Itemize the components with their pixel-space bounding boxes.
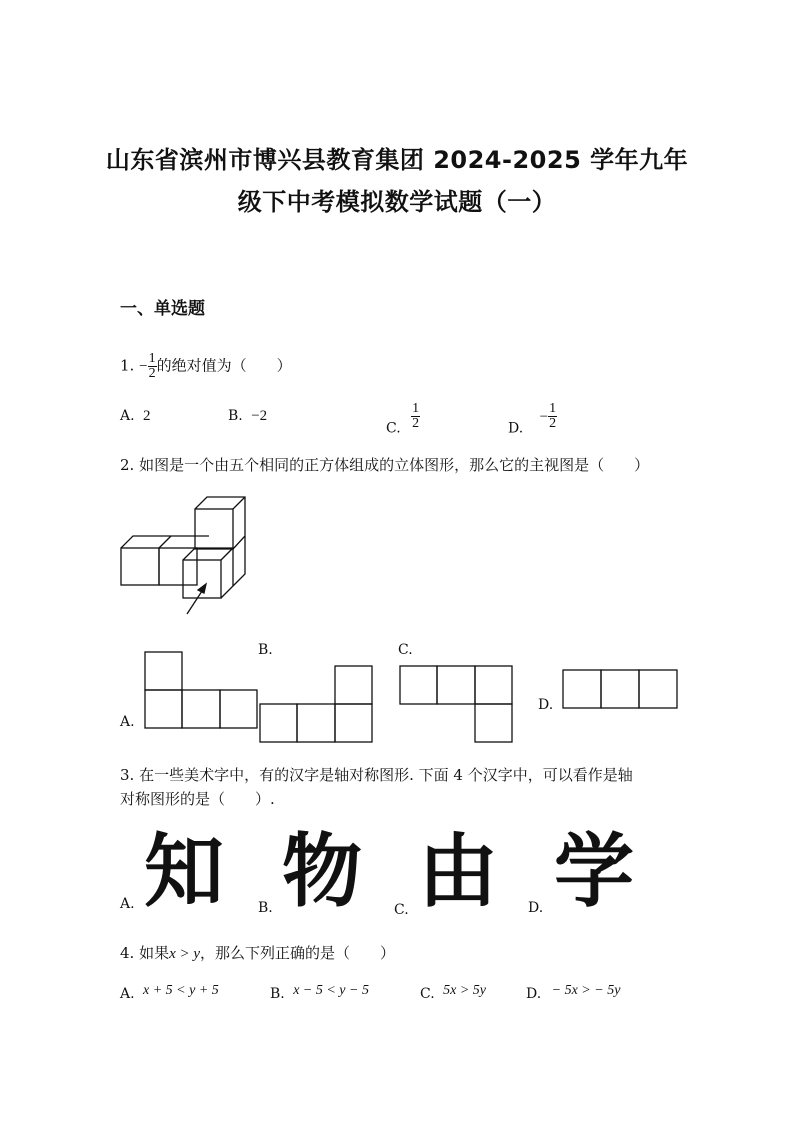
question-text: 的绝对值为（ ）: [156, 356, 292, 375]
fraction-denominator: 2: [412, 416, 420, 431]
q2-option-d-view[interactable]: [562, 669, 680, 711]
question-4: [120, 942, 395, 963]
q1-option-a[interactable]: [120, 408, 151, 425]
fraction: [148, 352, 157, 381]
question-3-line2: 对称图形的是（ ）.: [120, 790, 275, 808]
q4-option-c[interactable]: [420, 983, 486, 1002]
option-expression: x + 5 < y + 5: [143, 983, 219, 998]
option-label: A.: [120, 986, 135, 1002]
page-title-line2: 级下中考模拟数学试题（一）: [237, 188, 557, 216]
q4-option-b[interactable]: [270, 983, 369, 1002]
question-number: 1.: [120, 356, 135, 375]
q2-option-d-label[interactable]: D.: [538, 697, 554, 713]
q2-option-b-label[interactable]: B.: [258, 642, 273, 658]
section-heading: 一、单选题: [120, 299, 205, 319]
cube-front: [195, 509, 233, 549]
condition-expression: x > y: [169, 946, 201, 962]
fraction-numerator: 1: [549, 401, 557, 416]
cube-front: [121, 548, 159, 585]
q4-option-d[interactable]: [526, 983, 620, 1002]
q3-option-d-char[interactable]: 学: [554, 825, 634, 918]
q3-option-a-char[interactable]: 知: [144, 825, 224, 918]
option-label: C.: [420, 986, 435, 1002]
q3-option-c-char[interactable]: 由: [418, 825, 498, 918]
q3-option-a-label[interactable]: A.: [120, 896, 135, 912]
question-2: 2. 如图是一个由五个相同的正方体组成的立体图形，那么它的主视图是（ ）: [120, 456, 650, 474]
cube-front: [159, 548, 197, 585]
option-value: −2: [251, 408, 268, 424]
q2-option-a-view[interactable]: [144, 651, 260, 731]
cube-edge: [159, 536, 171, 548]
fraction: [548, 402, 557, 431]
option-label: B.: [270, 986, 285, 1002]
question-1: [120, 352, 292, 381]
fraction-numerator: 1: [412, 401, 420, 416]
option-label: C.: [386, 420, 401, 437]
q3-option-b-char[interactable]: 物: [282, 825, 362, 918]
page-title-line1: 山东省滨州市博兴县教育集团 2024-2025 学年九年: [105, 146, 689, 174]
option-expression: 5x > 5y: [443, 983, 486, 998]
cube-edge: [233, 536, 245, 586]
arrow-head: [198, 584, 206, 593]
q2-option-c-label[interactable]: C.: [398, 642, 413, 658]
q3-option-c-label[interactable]: C.: [394, 902, 409, 918]
fraction: [411, 402, 420, 431]
minus-sign: −: [139, 358, 148, 375]
option-expression: − 5x > − 5y: [551, 983, 621, 998]
cube-edge: [183, 548, 233, 560]
cube-edge: [233, 497, 245, 509]
cube-stack-figure: [115, 490, 255, 620]
q1-option-d[interactable]: [508, 402, 557, 437]
fraction-denominator: 2: [549, 416, 557, 431]
cube-edge: [221, 549, 233, 598]
q2-option-a-label[interactable]: A.: [120, 714, 135, 730]
option-expression: x − 5 < y − 5: [293, 983, 369, 998]
fraction-denominator: 2: [148, 366, 156, 381]
question-text: ，那么下列正确的是（ ）: [200, 944, 396, 962]
question-3-line1: 3. 在一些美术字中，有的汉字是轴对称图形. 下面 4 个汉字中，可以看作是轴: [120, 766, 633, 784]
question-text: 4. 如果: [120, 944, 170, 962]
option-label: D.: [526, 986, 542, 1002]
q3-option-b-label[interactable]: B.: [258, 900, 273, 916]
q3-option-d-label[interactable]: D.: [528, 900, 544, 916]
fraction-numerator: 1: [148, 351, 156, 366]
q1-option-c[interactable]: [386, 402, 420, 437]
q1-option-b[interactable]: [228, 408, 267, 425]
option-label: D.: [508, 420, 524, 437]
option-label: B.: [228, 408, 243, 424]
q2-option-b-view[interactable]: [259, 665, 375, 745]
option-label: A.: [120, 408, 135, 424]
q2-option-c-view[interactable]: [399, 665, 515, 745]
cube-edge: [221, 548, 233, 560]
q4-option-a[interactable]: [120, 983, 219, 1002]
option-value: 2: [143, 408, 151, 424]
minus-sign: −: [539, 408, 549, 425]
